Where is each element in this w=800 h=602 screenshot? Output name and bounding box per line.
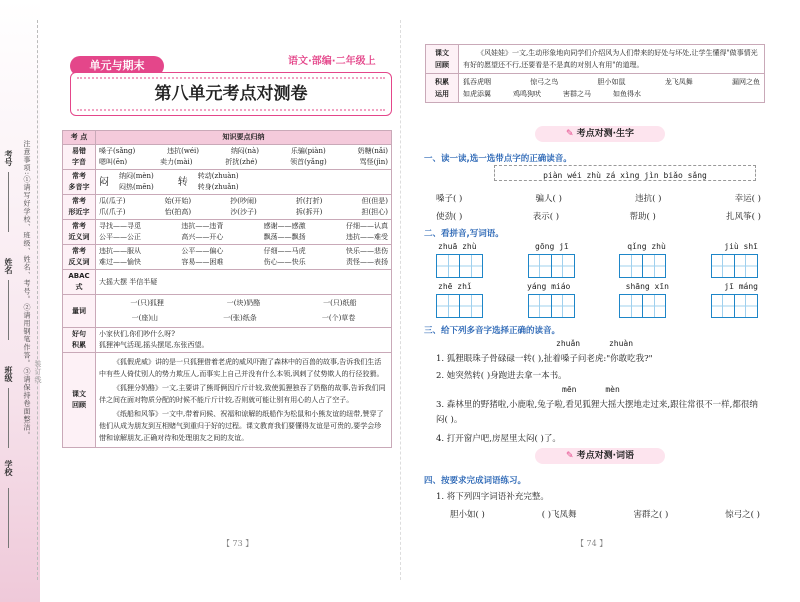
question-sentence: 4. 打开窗户吧,房屋里太闷( )了。 [436, 434, 561, 444]
list-item: 扎风筝( ) [726, 212, 761, 222]
list-item: 鸡鸣狗吠 [513, 90, 541, 98]
page-number-left: 【 73 】 [222, 539, 254, 548]
list-item: 惊弓之鸟 [530, 78, 559, 86]
table-row [63, 195, 392, 220]
cut-line-label: 装订线 [34, 360, 42, 384]
page-number-right: 【 74 】 [576, 539, 608, 548]
list-item: 飘荡——飘扬 [263, 233, 306, 241]
section-banner: ✎ 考点对测·词语 [535, 448, 665, 464]
unit-tag: 单元与期末 [70, 56, 164, 76]
table-row [63, 353, 392, 448]
binding-strip [0, 0, 40, 602]
page-title: 第八单元考点对测卷 [154, 84, 308, 104]
pinyin-box [494, 165, 756, 181]
q1-row [436, 192, 761, 204]
question-sentence: 2. 她突然转( )身跑进去拿一本书。 [436, 371, 567, 381]
list-item: 嗯叫(ēn) [99, 158, 128, 166]
row-label: 常考 形近字 [63, 195, 96, 220]
row-label: 课文 回顾 [426, 45, 459, 74]
row-label: 常考 多音字 [63, 170, 96, 195]
list-item: 嗓子(sǎng) [99, 147, 136, 155]
list-item: 帮助( ) [629, 212, 656, 222]
list-item: 害群之马 [563, 90, 591, 98]
knowledge-table [62, 130, 392, 448]
list-item: 公平——偏心 [181, 247, 224, 255]
review-paragraph: 《纸船和风筝》一文中,带着问候、祝福和谅解的纸船作为松鼠和小熊友谊的纽带,赞穿了他们从成为朋友到互相赌气到重归于好的过程。课文教育我们要懂得友谊是可贵的,要学会珍惜和谅解朋友,正确对待和处理朋友之间的友谊。 [99, 410, 384, 442]
list-item: 容易——困难 [181, 258, 224, 266]
label-no: 考号 [4, 150, 14, 166]
list-item: 怡(拍高) [164, 208, 192, 216]
row-label: 常考 反义词 [63, 245, 96, 270]
list-item: 一(只)狐狸 [130, 299, 164, 307]
q1-row [436, 210, 761, 222]
list-item: 高兴——开心 [181, 233, 224, 241]
row-label: 常考 近义词 [63, 220, 96, 245]
list-item: 乐骗(piàn) [290, 147, 326, 155]
pinyin-options: zhuǎn zhuàn [556, 339, 634, 348]
writing-box[interactable] [711, 294, 758, 318]
name-line [8, 280, 9, 340]
poly-char: 转 [177, 176, 188, 188]
writing-box[interactable] [528, 254, 575, 278]
list-item: 如虎添翼 [463, 90, 491, 98]
pinyin-row: zhuā zhù gōng jī qǐng zhù jiù shī [438, 242, 758, 251]
question-sentence: 1. 将下列四字词语补充完整。 [436, 492, 549, 502]
list-item: 幸运( ) [734, 194, 761, 204]
list-item: 始(开始) [164, 197, 192, 205]
label-name: 姓名 [4, 258, 14, 274]
review-paragraph: 《风娃娃》一文,生动形象地向同学们介绍风为人们带来的好处与坏处,让学生懂得"做事情光有好的愿望还不行,还要看是不是真的对别人有用"的道理。 [459, 45, 765, 74]
writing-box[interactable] [619, 294, 666, 318]
label-school: 学校 [4, 460, 14, 476]
pinyin-row: zhē zhǐ yáng miáo shāng xīn jī máng [438, 282, 758, 291]
list-item: 胆小如( ) [450, 510, 485, 520]
idiom-row [450, 508, 760, 520]
table-row [63, 220, 392, 245]
row-label: 量词 [63, 295, 96, 328]
poly-reading: 纳闷(mèn) [119, 172, 154, 180]
list-item: 骂怪(jìn) [359, 158, 388, 166]
row-label: 课文 回顾 [63, 353, 96, 448]
title-box [70, 72, 392, 116]
list-item: 纳闷(nà) [230, 147, 259, 155]
list-item: 违抗( ) [635, 194, 662, 204]
class-line [8, 388, 9, 448]
label-class: 班级 [4, 366, 14, 382]
row-label: ABAC式 [63, 270, 96, 295]
list-item: 领首(yǎng) [290, 158, 327, 166]
header-kaodian: 考 点 [63, 131, 96, 145]
poly-char: 闷 [99, 176, 109, 188]
notes: 注意事项:①请写好学校、班级、姓名、考号。②请用钢笔作答。③请保持卷面整洁。 [23, 140, 31, 440]
list-item: 违抗——违背 [181, 222, 224, 230]
writing-box[interactable] [436, 254, 483, 278]
list-item: 一(块)奶酪 [226, 299, 261, 307]
pinyin-options: piàn wéi zhù zá xìng jìn biǎo sǎng [543, 171, 707, 180]
list-item: 伤心——快乐 [263, 258, 306, 266]
writing-grids [436, 294, 758, 318]
pinyin-options: mēn mèn [562, 385, 620, 394]
list-item: 沙(沙子) [230, 208, 257, 216]
review-paragraph: 《狐假虎威》讲的是一只狐狸借着老虎的威风吓跑了森林中的百兽的故事,告诉我们生活中有些人倚仗别人的势力欺压人,而事实上自己并没有什么本领,讽刺了仗势欺人的行径狡猾。 [99, 358, 384, 378]
list-item: 拆(拆开) [295, 208, 323, 216]
list-item: 骗人( ) [535, 194, 562, 204]
question-sentence: 1. 狐狸眼珠子骨碌碌一转( ),扯着嗓子问老虎:"你敢吃我?" [436, 354, 653, 364]
table-header [63, 131, 392, 145]
cut-line [37, 20, 38, 580]
writing-box[interactable] [711, 254, 758, 278]
subject-label: 语文·部编·二年级上 [288, 56, 376, 67]
list-item: 表示( ) [532, 212, 560, 222]
table-row [63, 295, 392, 328]
list-item: 卖力(mài) [160, 158, 193, 166]
poly-reading: 转动(zhuàn) [197, 172, 239, 180]
list-item: 违抗——难受 [345, 233, 388, 241]
good-sentence: 小家伙们,你们吵什么呀? [99, 330, 175, 338]
good-sentence: 狐狸神气活现,摇头摆尾,东张西望。 [99, 341, 209, 349]
list-item: 惊弓之( ) [725, 510, 760, 520]
q4-title: 四、按要求完成词语练习。 [424, 476, 527, 486]
row-label: 好句 积累 [63, 328, 96, 353]
list-item: 抄(吵闹) [230, 197, 257, 205]
list-item: 寻找——寻觅 [99, 222, 141, 230]
list-item: 使劲( ) [436, 212, 463, 222]
list-item: 担(担心) [361, 208, 388, 216]
writing-box[interactable] [436, 294, 483, 318]
list-item: 漏网之鱼 [732, 78, 760, 86]
table-row [63, 145, 392, 170]
list-item: 仔细——认真 [345, 222, 388, 230]
row-label: 积累 运用 [426, 74, 459, 103]
list-item: 一(个)草卷 [321, 314, 356, 322]
list-item: 仔细——马虎 [263, 247, 306, 255]
table-row [63, 270, 392, 295]
review-table [425, 44, 765, 103]
list-item: 折(打折) [295, 197, 323, 205]
list-item: 公平——公正 [99, 233, 141, 241]
list-item: ( )飞凤舞 [541, 510, 577, 520]
table-row [63, 170, 392, 195]
review-paragraph: 《狐狸分奶酪》一文,主要讲了熊哥俩因斤斤计较,致使狐狸独吞了奶酪的故事,告诉我们同伴之间在面对物质分配的时候不能斤斤计较,否则就可能让别有用心的人占了空子。 [99, 384, 386, 404]
list-item: 违抗(wéi) [167, 147, 199, 155]
list-item: 龙飞凤舞 [664, 78, 693, 86]
list-item: 如鱼得水 [613, 90, 641, 98]
list-item: 嗓子( ) [436, 194, 463, 204]
section-banner: ✎ 考点对测·生字 [535, 126, 665, 142]
list-item: 爪(爪子) [99, 208, 126, 216]
list-item: 奶糖(nǎi) [357, 147, 388, 155]
header-summary: 知识要点归纳 [96, 131, 392, 145]
list-item: 害群之( ) [633, 510, 669, 520]
abac-words: 大摇大摆 半信半疑 [96, 270, 392, 295]
row-label: 易错 字音 [63, 145, 96, 170]
list-item: 一(只)纸船 [323, 299, 357, 307]
list-item: 一(座)山 [131, 314, 159, 322]
list-item: 责怪——表扬 [345, 258, 388, 266]
list-item: 难过——愉快 [99, 258, 141, 266]
writing-box[interactable] [619, 254, 666, 278]
table-row [63, 245, 392, 270]
list-item: 折扰(zhé) [225, 158, 258, 166]
q1-title: 一、读一读,选一选带点字的正确读音。 [424, 154, 572, 164]
list-item: 胆小如鼠 [597, 78, 626, 86]
table-row [63, 328, 392, 353]
table-row [426, 45, 765, 74]
list-item: 违抗——服从 [99, 247, 141, 255]
q3-title: 三、给下列多音字选择正确的读音。 [424, 326, 561, 336]
no-line [8, 172, 9, 232]
writing-grids [436, 254, 758, 278]
list-item: 快乐——悲伤 [345, 247, 388, 255]
list-item: 一(张)纸条 [223, 314, 257, 322]
writing-box[interactable] [528, 294, 575, 318]
list-item: 但(但是) [361, 197, 388, 205]
page-seam [400, 20, 401, 580]
poly-reading: 转身(zhuǎn) [197, 183, 239, 191]
table-row [426, 74, 765, 103]
q2-title: 二、看拼音,写词语。 [424, 229, 504, 239]
list-item: 瓜(瓜子) [99, 197, 126, 205]
school-line [8, 488, 9, 548]
poly-reading: 闷热(mēn) [119, 183, 154, 191]
question-sentence: 3. 森林里的野猪啦,小鹿啦,兔子啦,看见狐狸大摇大摆地走过来,跟往常很不一样,都很纳闷( )。 [436, 400, 758, 425]
list-item: 感谢——感激 [263, 222, 306, 230]
list-item: 狐吞虎咽 [463, 78, 491, 86]
